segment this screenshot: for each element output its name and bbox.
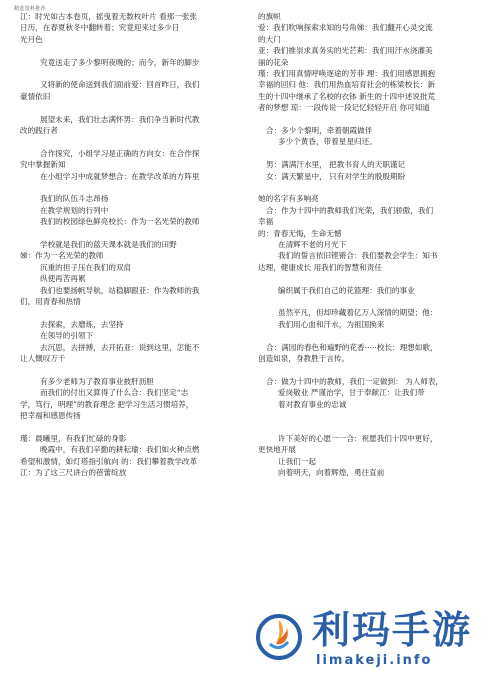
text-line: 合：做为十四中的教师，我们一定做到： 为人师表， xyxy=(266,376,444,386)
text-line: 合：作为十四中的教师我们光荣，我们骄傲，我们 xyxy=(266,205,434,215)
text-line: 沉重的担子压在我们的双肩 xyxy=(40,262,132,272)
text-line: 有多少老师为了教育事业披肝沥胆 xyxy=(40,376,154,386)
text-line: 合：多少个黎明，牵着朝霞做伴 xyxy=(266,126,373,136)
text-line: 向着明天，向着辉煌，勇往直前 xyxy=(278,468,385,478)
text-line: 我们的誓言依旧铿锵合：我们要教会学生：知书 xyxy=(278,251,438,261)
text-line: 合：满园的春色和遍野的花香·····校长：理想如歌， xyxy=(266,342,438,352)
paragraph-gap xyxy=(258,148,488,159)
text-line: 爱：我们吹响探索求知的号角娣：我们翻开心灵交流 xyxy=(258,23,433,33)
text-line: 把幸福和感恩传扬 xyxy=(20,411,81,421)
text-line: 虽然平凡，但却珍藏着亿万人深情的期望；他： xyxy=(278,308,438,318)
text-line: 的：青春无悔，生命无憾 xyxy=(258,228,342,238)
text-line: 她的名字有多响亮 xyxy=(258,194,319,204)
logo-emblem-icon xyxy=(256,614,302,660)
text-line: 豪情依旧 xyxy=(20,91,51,101)
paragraph-gap xyxy=(20,182,248,193)
paragraph-gap xyxy=(258,182,488,193)
text-line: 生的十四中继承了名校的衣钵 新生的十四中述说批荒 xyxy=(258,91,436,101)
watermark-logo xyxy=(250,606,495,676)
text-line: 的旗帜 xyxy=(258,12,281,21)
text-line: 编织属于我们自己的花篮理：我们的事业 xyxy=(278,285,415,295)
text-line: 瑾：晨曦里，有我们忙碌的身影 xyxy=(20,433,127,443)
text-line: 女：满天繁星中， 只有对学生的殷殷期盼 xyxy=(266,171,406,181)
text-line: 合作探究，小组学习是正确的方向女：在合作探 xyxy=(40,148,200,158)
text-line: 江：为了这三尺讲台的蓓蕾绽放 xyxy=(20,468,127,478)
text-line: 去沉思，去拼搏，去开拓亚：说到这里，怎能不 xyxy=(40,342,200,352)
text-line: 更快地开展 xyxy=(258,445,296,455)
text-line: 幸福 xyxy=(258,217,274,227)
paragraph-gap xyxy=(258,296,488,307)
text-line: 光月色 xyxy=(20,34,43,44)
text-line: 展望未来，我们壮志满怀男：我们争当新时代教 xyxy=(40,114,200,124)
header-tag: 精选资料推荐 xyxy=(14,6,46,12)
text-line: 究竟送走了多少黎明夜晚的；而今，新年的脚步 xyxy=(40,57,200,67)
text-line: 的大门 xyxy=(258,34,281,44)
right-column xyxy=(258,11,488,479)
paragraph-gap xyxy=(258,365,488,376)
text-line: 让人慨叹万千 xyxy=(20,354,66,364)
text-line: 学校就是我们的蓝天课本就是我们的田野 xyxy=(40,240,177,250)
text-line: 在清辉不老的月光下 xyxy=(278,240,347,250)
text-line: 让我们一起 xyxy=(278,456,316,466)
text-line: 者的梦想 琼：一段传说一段记忆轻轻开启 你可知道 xyxy=(258,103,430,113)
text-line: 娣：作为一名光荣的教师 xyxy=(20,251,104,261)
paragraph-gap xyxy=(258,114,488,125)
text-line: 我们用心血和汗水，为祖国换来 xyxy=(278,319,385,329)
paragraph-gap xyxy=(20,68,248,79)
text-line: 许下美好的心愿一一合：祝愿我们十四中更好， xyxy=(278,433,438,443)
paragraph-gap xyxy=(20,364,248,375)
text-line: 创造如泉，身教胜于言传。 xyxy=(258,354,350,364)
text-line: 幸福的回归 他：我们用热血培育社会的栋梁校长：新 xyxy=(258,80,436,90)
text-line: 达理，健康成长 用我们的智慧和责任 xyxy=(258,262,382,272)
paragraph-gap xyxy=(258,330,488,341)
text-line: 改的践行者 xyxy=(20,126,58,136)
text-line: 多少个黄昏，带着星星归还。 xyxy=(278,137,377,147)
text-line: 在教学规划的行列中 xyxy=(40,205,109,215)
text-line: 亚：我们推崇求真务实的光芒莉：我们用汗水浇灌美 xyxy=(258,46,433,56)
watermark-url: limakeji.info xyxy=(316,653,433,668)
text-line: 江：时光如古本卷页，摇曳着无数枚叶片 看那一张张 xyxy=(20,12,198,21)
text-line: 去探索，去磨炼，去坚持 xyxy=(40,319,124,329)
text-line: 们，用青春和热情 xyxy=(20,297,81,307)
paragraph-gap xyxy=(258,410,488,421)
text-line: 我们的校园绿色鲜亮校长：作为一名光荣的教师 xyxy=(40,217,200,227)
text-line: 丽的花朵 xyxy=(258,57,289,67)
text-line: 着对教育事业的忠诚 xyxy=(278,399,347,409)
text-line: 希望和激情，如灯塔指引航向 的：我们攀着教学改革 xyxy=(20,456,198,466)
text-line: 瑾：我们用真情呼唤逐途的芳菲 理：我们用感恩拥抱 xyxy=(258,69,436,79)
text-line: 纵使再苦再累 xyxy=(40,274,86,284)
text-line: 在小组学习中成就梦想合：在教学改革的方阵里 xyxy=(40,171,200,181)
paragraph-gap xyxy=(20,45,248,56)
text-line: 我们也要扬帆导航，站稳脚跟亚：作为教师的我 xyxy=(40,285,200,295)
text-line: 学，笃行，明理”的教育理念 把学习生活习惯培养， xyxy=(20,399,194,409)
paragraph-gap xyxy=(20,307,248,318)
text-line: 爱岗敬业 严谨治学，甘于奉献江：让我们带 xyxy=(278,388,425,398)
paragraph-gap xyxy=(20,102,248,113)
text-line: 在领导的引领下 xyxy=(40,331,94,341)
text-line: 晚霞中，有我们辛勤的耕耘瑜：我们如火种点燃 xyxy=(40,445,200,455)
left-column xyxy=(20,11,248,479)
paragraph-gap xyxy=(258,273,488,284)
paragraph-gap xyxy=(20,228,248,239)
text-line: 究中掌握新知 xyxy=(20,160,66,170)
text-line: 又将新的使命送到我们面前爱：回首昨日，我们 xyxy=(40,80,200,90)
watermark-text: 利玛手游 xyxy=(312,608,473,652)
text-line: 日历，在春夏秋冬中翻转着；究竟迎来过多少日 xyxy=(20,23,180,33)
paragraph-gap xyxy=(20,136,248,147)
text-line: 我们的队伍斗志昂扬 xyxy=(40,194,109,204)
paragraph-gap xyxy=(20,422,248,433)
text-line: 男：满满汗水里， 把教书育人的天职谨记 xyxy=(266,160,406,170)
paragraph-gap xyxy=(258,422,488,433)
text-line: 而我们的付出又算得了什么合：我们坚定“志 xyxy=(40,388,189,398)
